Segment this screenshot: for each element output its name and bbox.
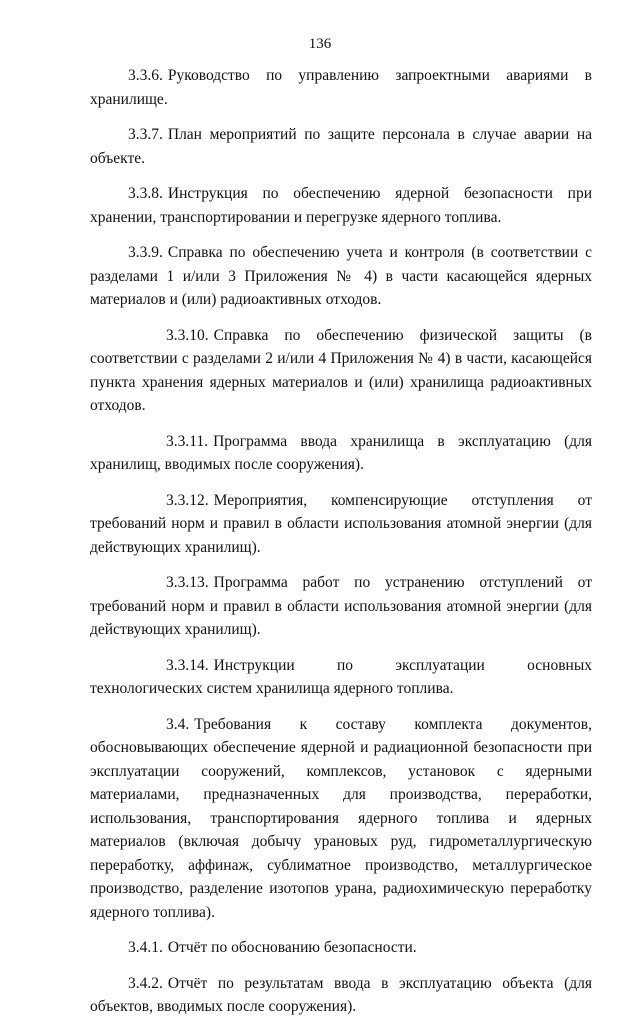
paragraph-3-3-10 bbox=[90, 324, 592, 418]
paragraph-number: 3.3.8. bbox=[128, 185, 163, 202]
paragraph-text: Требования к составу комплекта документов, обосновывающих обеспечение ядерной и радиационной безопасности при эксплуатации сооружений, комплексов, установок с ядерными материалами, предназначенных для производства, переработки, использования, транспортирования ядерного топлива и ядерных материалов (включая добычу урановых руд, гидрометаллургическую переработку, аффинаж, сублиматное производство, металлургическое производство, разделение изотопов урана, радиохимическую переработку ядерного топлива). bbox=[90, 715, 592, 921]
paragraph-3-3-7 bbox=[90, 123, 592, 170]
paragraph-number: 3.4. bbox=[166, 715, 190, 733]
paragraph-number: 3.4.2. bbox=[128, 974, 163, 992]
paragraph-text: Справка по обеспечению физической защиты (в соответствии с разделами 2 и/или 4 Приложения № 4) в части, касающейся пункта хранения ядерных материалов и (или) хранилища радиоактивных отходов. bbox=[90, 326, 592, 414]
paragraph-text: План мероприятий по защите персонала в случае аварии на объекте. bbox=[90, 126, 592, 167]
paragraph-text: Отчёт по обоснованию безопасности. bbox=[167, 939, 417, 956]
paragraph-number: 3.3.7. bbox=[128, 126, 163, 143]
paragraph-number: 3.3.11. bbox=[166, 432, 209, 450]
paragraph-text: Инструкция по обеспечению ядерной безопасности при хранении, транспортировании и перегрузке ядерного топлива. bbox=[90, 185, 592, 226]
paragraph-text: Программа ввода хранилища в эксплуатацию (для хранилищ, вводимых после сооружения). bbox=[90, 432, 592, 473]
paragraph-number: 3.3.12. bbox=[166, 491, 209, 509]
paragraph-3-4-1 bbox=[90, 936, 592, 960]
paragraph-3-3-14 bbox=[90, 654, 592, 701]
paragraph-3-4 bbox=[90, 713, 592, 925]
paragraph-3-3-12 bbox=[90, 489, 592, 560]
paragraph-text: Отчёт по результатам ввода в эксплуатацию объекта (для объектов, вводимых после сооружения). bbox=[90, 974, 592, 1015]
paragraph-3-3-11 bbox=[90, 430, 592, 477]
paragraph-text: Программа работ по устранению отступлений от требований норм и правил в области использования атомной энергии (для действующих хранилищ). bbox=[90, 574, 592, 638]
paragraph-text: Руководство по управлению запроектными авариями в хранилище. bbox=[90, 67, 592, 108]
paragraph-number: 3.3.10. bbox=[166, 326, 209, 344]
paragraph-text: Мероприятия, компенсирующие отступления от требований норм и правил в области использования атомной энергии (для действующих хранилищ). bbox=[90, 491, 592, 556]
paragraph-3-3-8 bbox=[90, 182, 592, 229]
paragraph-number: 3.4.1. bbox=[128, 939, 163, 956]
document-body bbox=[90, 64, 592, 1031]
paragraph-number: 3.3.6. bbox=[128, 67, 163, 84]
paragraph-text: Справка по обеспечению учета и контроля (в соответствии с разделами 1 и/или 3 Приложения № 4) в части касающейся ядерных материалов и (или) радиоактивных отходов. bbox=[90, 244, 592, 308]
paragraph-3-3-6 bbox=[90, 64, 592, 111]
paragraph-number: 3.3.14. bbox=[166, 656, 209, 674]
paragraph-3-4-2 bbox=[90, 972, 592, 1019]
paragraph-number: 3.3.9. bbox=[128, 244, 163, 261]
paragraph-number: 3.3.13. bbox=[166, 574, 209, 591]
paragraph-text: Инструкции по эксплуатации основных технологических систем хранилища ядерного топлива. bbox=[90, 656, 592, 697]
paragraph-3-3-13 bbox=[90, 571, 592, 642]
paragraph-3-3-9 bbox=[90, 241, 592, 312]
page-number: 136 bbox=[308, 36, 332, 52]
